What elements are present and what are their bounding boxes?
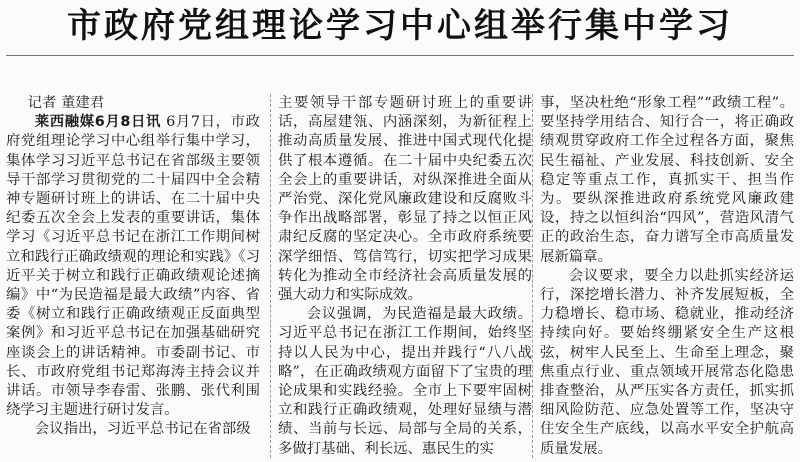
column-divider-2	[532, 94, 533, 458]
column-divider-1	[270, 94, 271, 458]
byline-name: 董建君	[60, 95, 105, 111]
article-column-2	[278, 94, 532, 459]
byline	[6, 94, 260, 113]
article-headline: 市政府党组理论学习中心组举行集中学习	[67, 6, 733, 46]
dateline: 莱西融媒6月8日讯	[34, 114, 161, 131]
article-column-3	[540, 94, 794, 459]
article-paragraph-3: 会议强调，为民造福是最大政绩。习近平总书记在浙江工作期间，始终坚持以人民为中心，提出并践行“八八战略”，在正确政绩观方面留下了宝贵的理论成果和实践经验。全市上下要牢固树立和践行正确政绩观，处理好显绩与潜绩、当前与长远、局部与全局的关系，多做打基础、利长远、惠民生的实	[278, 306, 532, 457]
article-paragraph-1	[6, 113, 260, 420]
article-paragraph-4: 会议要求，要全力以赴抓实经济运行，深挖增长潜力、补齐发展短板，全力稳增长、稳市场、稳就业，推动经济持续向好。要始终绷紧安全生产这根弦，树牢人民至上、生命至上理念，聚焦重点行业、重点领域开展常态化隐患排查整治，从严压实各方责任，抓实抓细风险防范、应急处置等工作，坚决守住安全生产底线，以高水平安全护航高质量发展。	[540, 267, 794, 457]
headline-divider	[6, 55, 794, 56]
article-paragraph-2: 会议指出，习近平总书记在省部级	[34, 421, 251, 438]
byline-label: 记者	[27, 95, 57, 111]
article-paragraph-2-cont: 主要领导干部专题研讨班上的重要讲话，高屋建瓴、内涵深刻，为新征程上推动高质量发展、推进中国式现代化提供了根本遵循。在二十届中央纪委五次全会上的重要讲话，对纵深推进全面从严治党、深化党风廉政建设和反腐败斗争作出战略部署，彰显了持之以恒正风肃纪反腐的坚定决心。全市政府系统要深学细悟、笃信笃行，切实把学习成果转化为推动全市经济社会高质量发展的强大动力和实际成效。	[278, 95, 532, 304]
article-column-1	[6, 94, 260, 440]
article-paragraph-3-cont: 事，坚决杜绝“形象工程”“政绩工程”。要坚持学用结合、知行合一，将正确政绩观贯穿政府工作全过程各方面，聚焦民生福祉、产业发展、科技创新、安全稳定等重点工作，真抓实干、担当作为。要纵深推进政府系统党风廉政建设，持之以恒纠治“四风”，营造风清气正的政治生态，奋力谱写全市高质量发展新篇章。	[540, 95, 794, 265]
article-paragraph-1-text: 6月7日，市政府党组理论学习中心组举行集中学习，集体学习习近平总书记在省部级主要领导干部学习贯彻党的二十届四中全会精神专题研讨班上的讲话、在二十届中央纪委五次全会上发表的重要讲话，集体学习《习近平总书记在浙江工作期间树立和践行正确政绩观的理论和实践》《习近平关于树立和践行正确政绩观论述摘编》中“为民造福是最大政绩”内容、省委《树立和践行正确政绩观正反面典型案例》和习近平总书记在加强基础研究座谈会上的讲话精神。市委副书记、市长、市政府党组书记郑海涛主持会议并讲话。市领导李春雷、张鹏、张代利围绕学习主题进行研讨发言。	[6, 114, 261, 419]
